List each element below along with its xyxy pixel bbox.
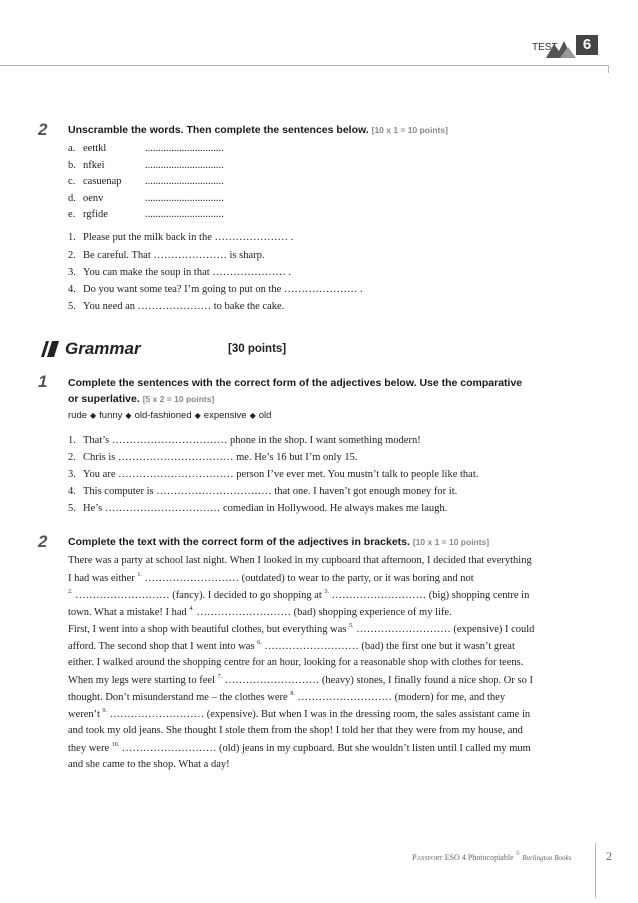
passage-text: afford. The second shop that I went into was: [68, 641, 258, 652]
sentence-text: You need an ………………… to bake the cake.: [83, 301, 285, 312]
sentence-text: You are …………………………… person I’ve ever met. You mustn’t talk to people like that.: [83, 469, 479, 480]
sentence-text: He’s …………………………… comedian in Hollywood. He always makes me laugh.: [83, 503, 448, 514]
sentence-item: [68, 469, 478, 480]
adjective-word: expensive: [203, 410, 247, 421]
vocab-points: [10 x 1 = 10 points]: [371, 125, 448, 135]
gap-number: 6.: [257, 640, 262, 646]
passage-text: ……………………… (outdated) to wear to the party, or it was boring and not: [141, 573, 474, 584]
passage-line: [68, 555, 532, 566]
passage-text: When my legs were starting to feel: [68, 675, 218, 686]
adjective-word-box: [68, 410, 271, 421]
passage-text: and took my old jeans. She thought I stole them from the shop! I told her that they were from my house, and: [68, 725, 523, 736]
passage-text: ……………………… (expensive). But when I was in the dressing room, the sales assistant came in: [107, 709, 531, 720]
sentence-item: [68, 284, 363, 295]
passage-line: [68, 691, 505, 703]
scrambled-word: nfkei: [83, 160, 105, 171]
scrambled-item: [68, 193, 224, 204]
sentence-number: 2.: [68, 250, 76, 261]
sentence-text: That’s …………………………… phone in the shop. I want something modern!: [83, 435, 421, 446]
scrambled-word: oenv: [83, 193, 104, 204]
sentence-number: 2.: [68, 452, 76, 463]
passage-line: [68, 606, 452, 618]
sentence-number: 5.: [68, 503, 76, 514]
instruction-text: or superlative.: [68, 393, 140, 405]
passage-text: either. I walked around the shopping centre for an hour, looking for a reasonable shop with clothes for teens.: [68, 657, 524, 668]
adjective-word: old: [258, 410, 272, 421]
grammar-ex1-instruction-line2: [68, 393, 214, 405]
passage-line: [68, 759, 230, 770]
scrambled-word: casuenap: [83, 176, 122, 187]
grammar-points: [30 points]: [228, 343, 287, 355]
sentence-number: 5.: [68, 301, 76, 312]
passage-text: weren’t: [68, 709, 103, 720]
footer-publisher: Burlington Books: [522, 854, 572, 862]
gap-number: 7.: [217, 674, 223, 680]
passage-text: town. What a mistake! I had: [68, 607, 190, 618]
passage-text: ……………………… (fancy). I decided to go shopping at: [72, 590, 325, 601]
sentence-number: 4.: [68, 486, 76, 497]
sentence-number: 3.: [68, 469, 76, 480]
passage-line: [68, 572, 474, 584]
diamond-bullet-icon: ◆: [90, 411, 97, 420]
diamond-bullet-icon: ◆: [125, 411, 132, 420]
item-letter: a.: [68, 143, 76, 154]
passage-line: [68, 742, 531, 754]
sentence-number: 3.: [68, 267, 76, 278]
passage-text: ……………………… (old) jeans in my cupboard. But she wouldn’t listen until I called my mum: [119, 743, 531, 754]
copyright-icon: ©: [515, 851, 521, 857]
gap-number: 4.: [189, 606, 194, 612]
grammar-ex2-number: 2: [38, 532, 48, 551]
header-divider: [0, 65, 608, 66]
instruction-text: Complete the text with the correct form of the adjectives in brackets.: [68, 536, 410, 548]
sentence-text: This computer is …………………………… that one. I haven’t got enough money for it.: [83, 486, 458, 497]
item-letter: e.: [68, 209, 76, 220]
passage-text: First, I went into a shop with beautiful clothes, but everything was: [68, 624, 350, 635]
grammar-ex2-instruction: [68, 536, 489, 548]
grammar-ex2-points: [10 x 1 = 10 points]: [412, 537, 490, 547]
answer-blank[interactable]: ..............................: [145, 193, 224, 204]
passage-line: [68, 725, 523, 736]
footer-product: Passport: [412, 852, 443, 862]
adjective-word: rude: [68, 410, 88, 421]
scrambled-item: [68, 160, 224, 171]
gap-number: 8.: [290, 691, 295, 697]
scrambled-item: [68, 143, 224, 154]
sentence-item: [68, 452, 357, 463]
footer-level: ESO 4: [444, 853, 466, 862]
gap-number: 1.: [137, 572, 142, 578]
passage-text: ……………………… (bad) shopping experience of my life.: [193, 607, 452, 618]
scrambled-item: [68, 209, 224, 220]
passage-text: thought. Don’t misunderstand me – the clothes were: [68, 692, 291, 703]
sentence-text: Be careful. That ………………… is sharp.: [83, 250, 265, 261]
answer-blank[interactable]: ..............................: [145, 143, 224, 154]
grammar-title: Grammar: [65, 339, 141, 358]
sentence-item: [68, 301, 284, 312]
mountain-logo-icon: [546, 38, 576, 58]
passage-text: ……………………… (big) shopping centre in: [328, 590, 530, 601]
diamond-bullet-icon: ◆: [194, 411, 201, 420]
sentence-item: [68, 435, 421, 446]
passage-line: [68, 589, 529, 601]
gap-number: 2.: [68, 589, 73, 595]
footer-credit: [412, 851, 571, 862]
footer-label: Photocopiable: [467, 853, 514, 862]
scrambled-item: [68, 176, 224, 187]
adjective-word: old-fashioned: [134, 410, 192, 421]
test-number-badge: 6: [576, 35, 598, 55]
gap-number: 3.: [324, 589, 329, 595]
sentence-item: [68, 232, 293, 243]
item-letter: c.: [68, 176, 76, 187]
passage-line: [68, 708, 530, 720]
diamond-bullet-icon: ◆: [249, 411, 256, 420]
passage-text: ……………………… (modern) for me, and they: [294, 692, 506, 703]
grammar-ex1-number: 1: [38, 372, 48, 391]
sentence-item: [68, 486, 457, 497]
item-letter: b.: [68, 160, 76, 171]
section-slash-icon: [37, 341, 59, 357]
item-letter: d.: [68, 193, 76, 204]
passage-text: they were: [68, 743, 112, 754]
scrambled-word: rgfide: [83, 209, 108, 220]
passage-text: ……………………… (bad) the first one but it wasn’t great: [261, 641, 515, 652]
adjective-word: funny: [99, 410, 123, 421]
vocab-instruction-text: Unscramble the words. Then complete the sentences below.: [68, 124, 369, 136]
passage-text: There was a party at school last night. When I looked in my cupboard that afternoon, I decided that everything: [68, 555, 532, 566]
gap-number: 9.: [102, 708, 107, 714]
passage-line: [68, 623, 534, 635]
passage-line: [68, 640, 515, 652]
grammar-ex1-points: [5 x 2 = 10 points]: [142, 394, 215, 404]
test-label: TEST: [532, 42, 558, 53]
sentence-text: You can make the soup in that ………………… .: [83, 267, 292, 278]
sentence-number: 1.: [68, 435, 76, 446]
passage-text: I had was either: [68, 573, 138, 584]
vocab-instruction: [68, 124, 448, 136]
passage-line: [68, 657, 523, 668]
sentence-text: Do you want some tea? I’m going to put on the ………………… .: [83, 284, 363, 295]
gap-number: 5.: [349, 623, 354, 629]
passage-text: ……………………… (heavy) stones, I finally found a nice shop. Or so I: [222, 675, 533, 686]
answer-blank[interactable]: ..............................: [145, 176, 224, 187]
sentence-text: Please put the milk back in the ………………… .: [83, 232, 294, 243]
passage-text: ……………………… (expensive) I could: [353, 624, 535, 635]
answer-blank[interactable]: ..............................: [145, 160, 224, 171]
vocab-section-number: 2: [38, 120, 48, 139]
grammar-ex1-instruction-line1: Complete the sentences with the correct form of the adjectives below. Use the comparative: [68, 377, 523, 389]
sentence-item: [68, 503, 447, 514]
header-divider-tick: [608, 65, 609, 73]
scrambled-word: eettkl: [83, 143, 107, 154]
passage-line: [68, 674, 533, 686]
page-number: 2: [606, 849, 612, 863]
sentence-item: [68, 267, 291, 278]
sentence-item: [68, 250, 264, 261]
sentence-text: Chris is …………………………… me. He’s 16 but I’m only 15.: [83, 452, 358, 463]
sentence-number: 4.: [68, 284, 76, 295]
passage-text: and she came to the shop. What a day!: [68, 759, 230, 770]
gap-number: 10.: [111, 742, 120, 748]
answer-blank[interactable]: ..............................: [145, 209, 224, 220]
footer-divider: [595, 843, 596, 898]
sentence-number: 1.: [68, 232, 76, 243]
